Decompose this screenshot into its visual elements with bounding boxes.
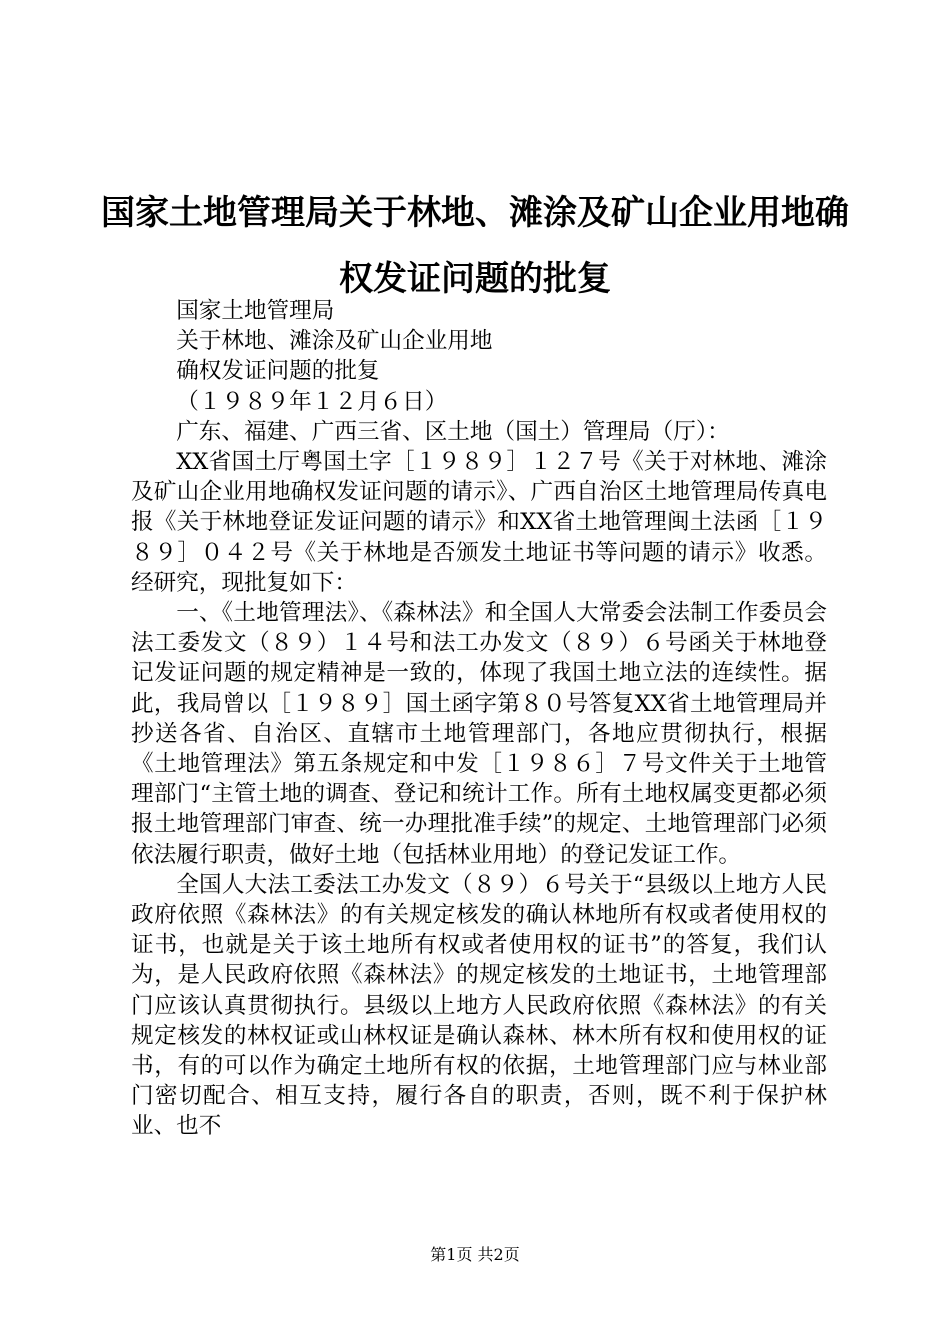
document-body <box>131 296 827 1142</box>
header-line-subject-1: 关于林地、滩涂及矿山企业用地 <box>176 328 493 355</box>
paragraph: 全国人大法工委法工办发文（８９）６号关于“县级以上地方人民政府依照《森林法》的有关规定核发的确认林地所有权或者使用权的证书，也就是关于该土地所有权或者使用权的证书”的答复，我们认为，是人民政府依照《森林法》的规定核发的土地证书，土地管理部门应该认真贯彻执行。县级以上地方人民政府依照《森林法》的有关规定核发的林权证或山林权证是确认森林、林木所有权和使用权的证书，有的可以作为确定土地所有权的依据，土地管理部门应与林业部门密切配合、相互支持，履行各自的职责，否则，既不利于保护林业、也不 <box>131 871 827 1140</box>
page-footer: 第1页 共2页 <box>430 1245 520 1264</box>
paragraph: XX省国土厅粤国土字［１９８９］１２７号《关于对林地、滩涂及矿山企业用地确权发证问题的请示》、广西自治区土地管理局传真电报《关于林地登证发证问题的请示》和XX省土地管理闽土法函［１９８９］０４２号《关于林地是否颁发土地证书等问题的请示》收悉。经研究，现批复如下： <box>131 449 827 596</box>
paragraph: 一、《土地管理法》、《森林法》和全国人大常委会法制工作委员会法工委发文（８９）１４号和法工办发文（８９）６号函关于林地登记发证问题的规定精神是一致的，体现了我国土地立法的连续性。据此，我局曾以［１９８９］国土函字第８０号答复XX省土地管理局并抄送各省、自治区、直辖市土地管理部门，各地应贯彻执行，根据《土地管理法》第五条规定和中发［１９８６］７号文件关于土地管理部门“主管土地的调查、登记和统计工作。所有土地权属变更都必须报土地管理部门审查、统一办理批准手续”的规定、土地管理部门必须依法履行职责，做好土地（包括林业用地）的登记发证工作。 <box>131 600 827 868</box>
header-line-subject-2: 确权发证问题的批复 <box>176 358 380 385</box>
header-line-issuer: 国家土地管理局 <box>176 298 335 324</box>
header-line-addressee: 广东、福建、广西三省、区土地（国土）管理局（厅）： <box>176 418 730 445</box>
header-line-date: （１９８９年１２月６日） <box>176 388 448 415</box>
document-title: 国家土地管理局关于林地、滩涂及矿山企业用地确权发证问题的批复 <box>101 193 849 299</box>
